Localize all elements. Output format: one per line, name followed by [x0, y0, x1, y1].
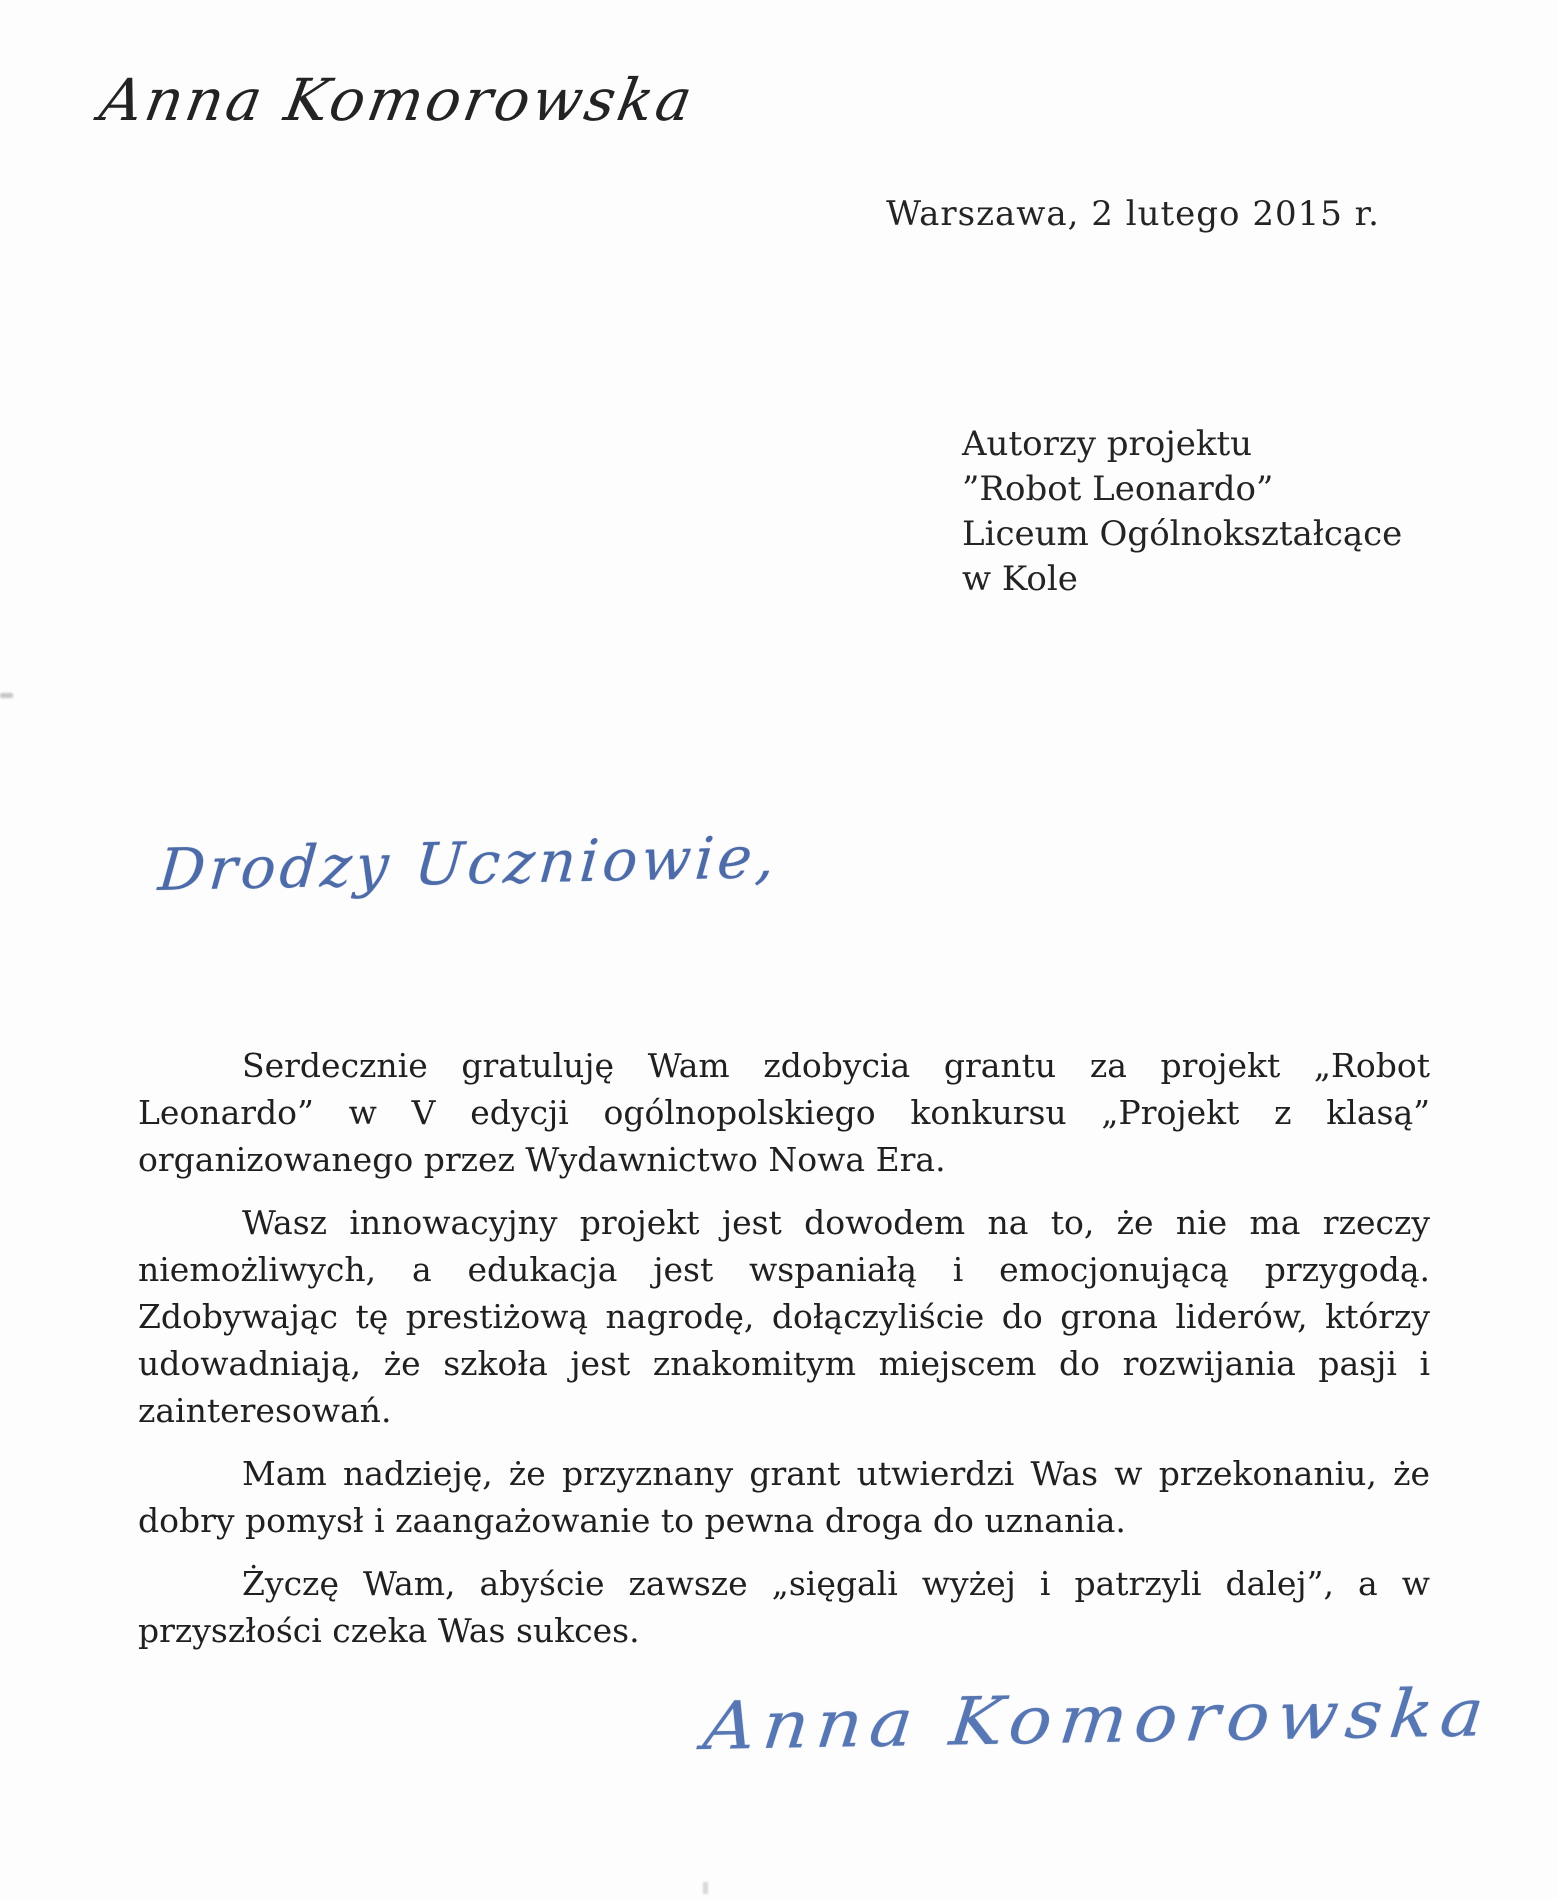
recipient-line: Autorzy projektu	[962, 424, 1253, 464]
handwritten-signature: Anna Komorowska	[700, 1674, 1495, 1765]
recipient-block	[962, 422, 1402, 602]
scan-artifact-dash	[0, 693, 13, 698]
body-paragraph: Mam nadzieję, że przyznany grant utwierdzi Was w przekonaniu, że dobry pomysł i zaangażowanie to pewna droga do uznania.	[138, 1454, 1430, 1540]
letter-body	[138, 1042, 1430, 1670]
body-paragraph: Serdecznie gratuluję Wam zdobycia grantu za projekt „Robot Leonardo” w V edycji ogólnopolskiego konkursu „Projekt z klasą” organizowanego przez Wydawnictwo Nowa Era.	[138, 1046, 1430, 1179]
recipient-line: w Kole	[962, 559, 1078, 599]
scan-artifact-speck	[703, 1882, 708, 1894]
letterhead-name: Anna Komorowska	[95, 66, 700, 134]
body-paragraph: Życzę Wam, abyście zawsze „sięgali wyżej i patrzyli dalej”, a w przyszłości czeka Was sukces.	[138, 1564, 1430, 1650]
dateline: Warszawa, 2 lutego 2015 r.	[886, 194, 1380, 234]
recipient-line: ”Robot Leonardo”	[962, 469, 1274, 509]
recipient-line: Liceum Ogólnokształcące	[962, 514, 1403, 554]
body-paragraph: Wasz innowacyjny projekt jest dowodem na to, że nie ma rzeczy niemożliwych, a edukacja jest wspaniałą i emocjonującą przygodą. Zdobywając tę prestiżową nagrodę, dołączyliście do grona liderów, którzy udowadniają, że szkoła jest znakomitym miejscem do rozwijania pasji i zainteresowań.	[138, 1203, 1430, 1430]
handwritten-salutation: Drodzy Uczniowie,	[156, 822, 782, 904]
